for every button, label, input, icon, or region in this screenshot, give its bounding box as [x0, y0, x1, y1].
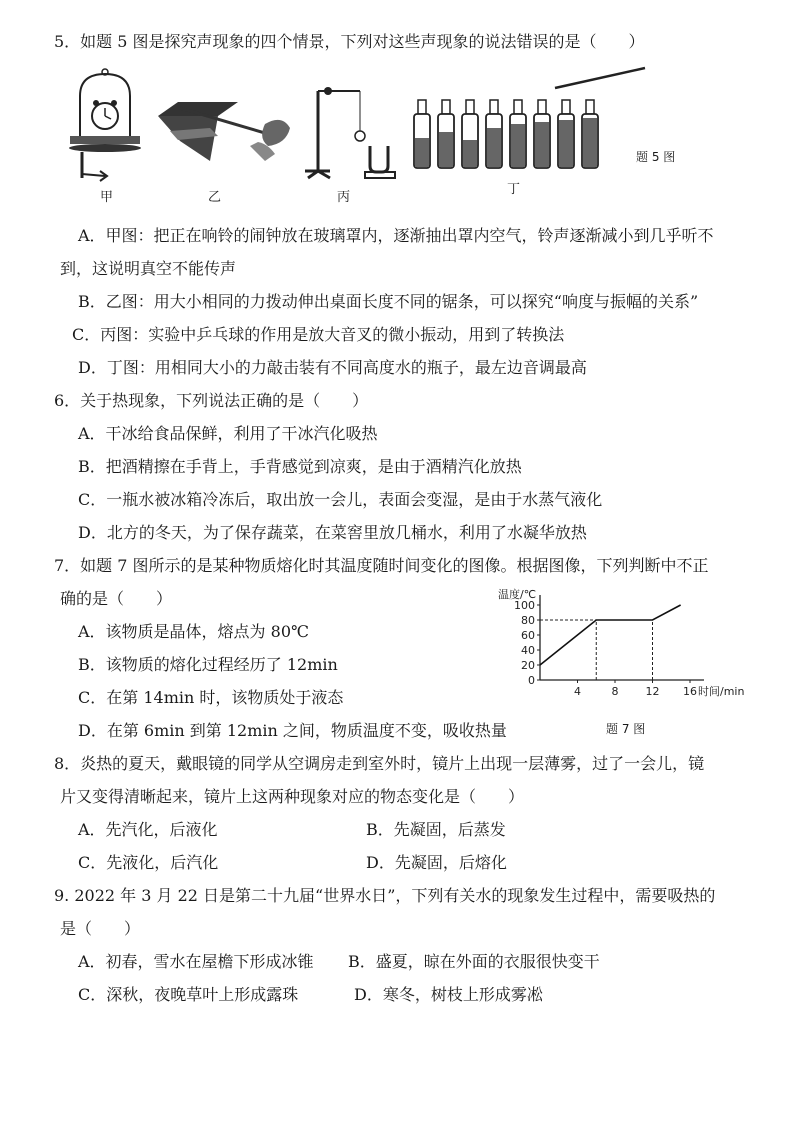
x-tick-label: 12	[645, 685, 660, 698]
q9-stem-line2: 是（ ）	[60, 919, 141, 938]
q9-option-c: C．深秋，夜晚草叶上形成露珠	[78, 985, 299, 1004]
q7-option-b: B．该物质的熔化过程经历了 12min	[78, 655, 338, 674]
bottle-3	[462, 100, 478, 168]
bottle-6	[534, 100, 550, 168]
q7-stem-line2: 确的是（ ）	[60, 589, 173, 608]
q7-figure-caption: 题 7 图	[606, 722, 646, 736]
q8-option-c: C．先液化，后汽化	[78, 853, 219, 872]
q7-stem-line1: 7．如题 7 图所示的是某种物质熔化时其温度随时间变化的图像。根据图像，下列判断中不正	[54, 556, 709, 575]
q8-stem-line1: 8．炎热的夏天，戴眼镜的同学从空调房走到室外时，镜片上出现一层薄雾，过了一会儿，镜	[54, 754, 705, 773]
tuning-fork-pingpong-illustration	[305, 87, 395, 178]
q9-option-b: B．盛夏，晾在外面的衣服很快变干	[348, 952, 600, 971]
bottle-2	[438, 100, 454, 168]
x-tick-label: 8	[611, 685, 619, 698]
q5-figure-label-yi: 乙	[208, 190, 222, 205]
q8-stem-line2: 片又变得清晰起来，镜片上这两种现象对应的物态变化是（ ）	[60, 787, 525, 806]
saw-blade-table-illustration	[158, 102, 290, 161]
bottle-1	[414, 100, 430, 168]
bottle-7	[558, 100, 574, 168]
y-axis-label: 温度/℃	[498, 588, 537, 601]
q7-option-d: D．在第 6min 到第 12min 之间，物质温度不变，吸收热量	[78, 721, 507, 740]
bottle-5	[510, 100, 526, 168]
y-tick-label: 0	[528, 674, 535, 687]
q8-option-a: A．先汽化，后液化	[78, 820, 218, 839]
y-tick-label: 20	[521, 659, 535, 672]
q5-option-c: C．丙图：实验中乒乓球的作用是放大音叉的微小振动，用到了转换法	[72, 325, 565, 344]
bell-jar-illustration	[69, 69, 141, 181]
y-tick-label: 80	[521, 614, 535, 627]
q5-option-a: A．甲图：把正在响铃的闹钟放在玻璃罩内，逐渐抽出罩内空气，铃声逐渐减小到几乎听不	[78, 226, 714, 245]
q6-stem: 6．关于热现象，下列说法正确的是（ ）	[54, 391, 369, 410]
q5-figure-label-jia: 甲	[100, 190, 114, 205]
bottles-illustration	[414, 68, 645, 168]
bottle-4	[486, 100, 502, 168]
q9-stem-line1: 9. 2022 年 3 月 22 日是第二十九届“世界水日”，下列有关水的现象发生过程中，需要吸热的	[54, 886, 716, 905]
bottle-8	[582, 100, 598, 168]
y-tick-label: 40	[521, 644, 535, 657]
q9-option-d: D．寒冬，树枝上形成雾凇	[354, 985, 543, 1004]
q6-option-c: C．一瓶水被冰箱冷冻后，取出放一会儿，表面会变湿，是由于水蒸气液化	[78, 490, 603, 509]
y-tick-label: 100	[514, 599, 535, 612]
q5-option-b: B．乙图：用大小相同的力拨动伸出桌面长度不同的锯条，可以探究“响度与振幅的关系”	[78, 292, 699, 311]
x-tick-label: 4	[574, 685, 581, 698]
melting-curve	[540, 605, 681, 665]
q5-figure-label-ding: 丁	[507, 182, 521, 197]
q6-option-b: B．把酒精擦在手背上，手背感觉到凉爽，是由于酒精汽化放热	[78, 457, 522, 476]
q5-figure-label-bing: 丙	[337, 190, 351, 205]
q8-option-b: B．先凝固，后蒸发	[366, 820, 506, 839]
q7-option-a: A．该物质是晶体，熔点为 80℃	[78, 622, 309, 641]
q6-option-a: A．干冰给食品保鲜，利用了干冰汽化吸热	[78, 424, 378, 443]
q5-figure-caption: 题 5 图	[636, 150, 676, 164]
q5-option-d: D．丁图：用相同大小的力敲击装有不同高度水的瓶子，最左边音调最高	[78, 358, 587, 377]
q7-option-c: C．在第 14min 时，该物质处于液态	[78, 688, 344, 707]
y-tick-label: 60	[521, 629, 535, 642]
q5-option-a-cont: 到，这说明真空不能传声	[60, 259, 237, 278]
q8-option-d: D．先凝固，后熔化	[366, 853, 507, 872]
q6-option-d: D．北方的冬天，为了保存蔬菜，在菜窖里放几桶水，利用了水凝华放热	[78, 523, 587, 542]
q5-stem: 5．如题 5 图是探究声现象的四个情景，下列对这些声现象的说法错误的是（ ）	[54, 32, 645, 51]
x-tick-label: 16	[683, 685, 697, 698]
x-axis-label: 时间/min	[698, 685, 745, 698]
striking-stick	[555, 68, 645, 88]
q5-figure	[60, 66, 760, 186]
q9-option-a: A．初春，雪水在屋檐下形成冰锥	[78, 952, 314, 971]
q7-temperature-chart	[496, 588, 746, 708]
